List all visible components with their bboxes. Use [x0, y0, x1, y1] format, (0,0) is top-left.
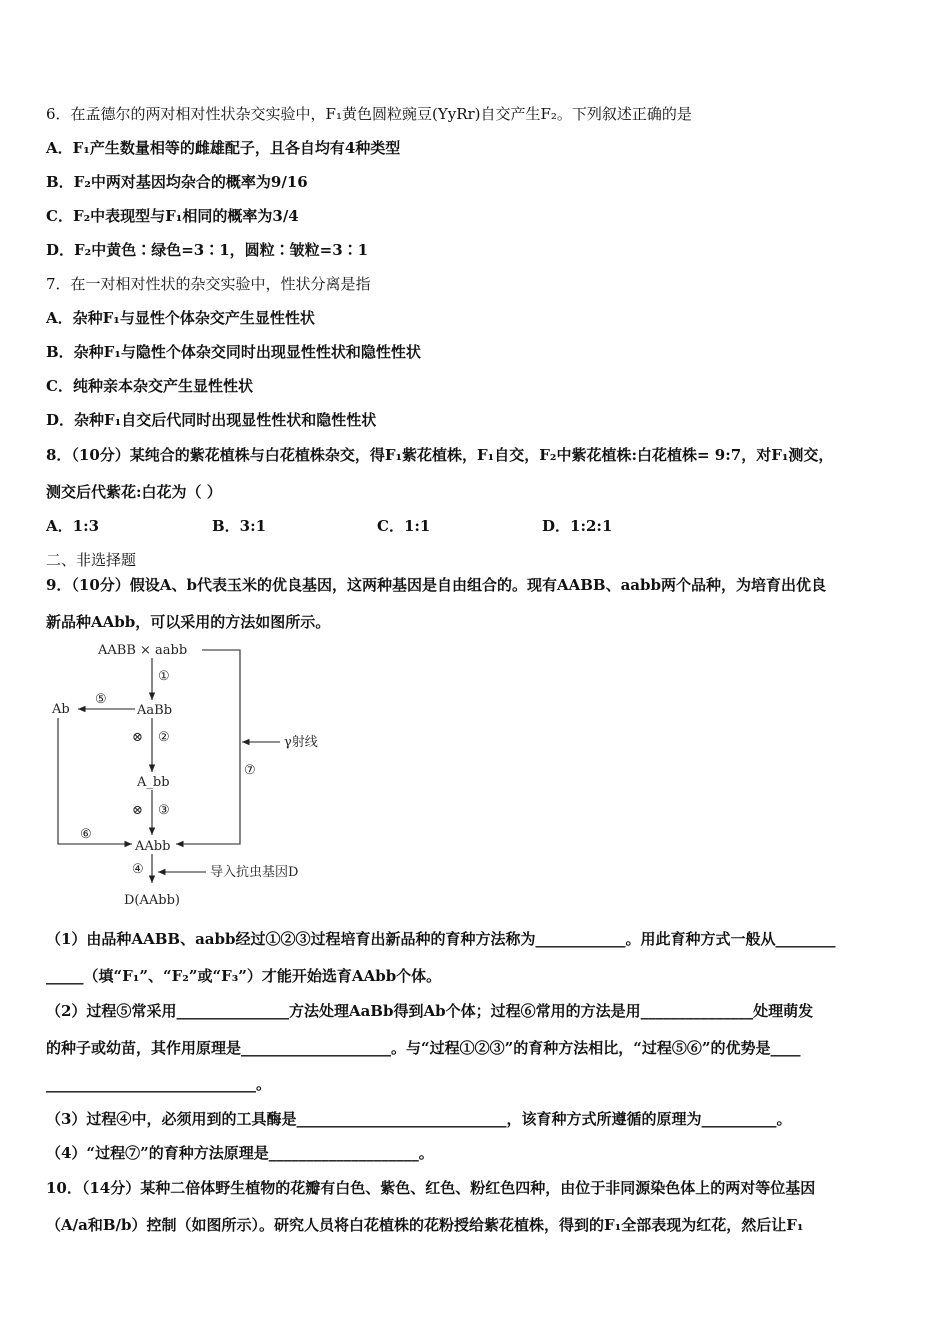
- q6-option-b[interactable]: B．F₂中两对基因均杂合的概率为9/16: [46, 173, 308, 191]
- q8-option-b[interactable]: B．3:1: [212, 517, 267, 535]
- q9-part2-line3: ____________________________。: [46, 1075, 272, 1093]
- breeding-diagram: [40, 638, 340, 910]
- q8-stem-line2: 测交后代紫花:白花为（ ）: [46, 483, 222, 501]
- section-heading: 二、非选择题: [46, 551, 137, 569]
- diagram-step-7: ⑦: [244, 763, 256, 778]
- q9-part1-line1: （1）由品种AABB、aabb经过①②③过程培育出新品种的育种方法称为____________。用此育种方式一般从________: [46, 930, 836, 948]
- q7-option-c[interactable]: C．纯种亲本杂交产生显性性状: [46, 377, 253, 395]
- q8-stem-line1: 8．（10分）某纯合的紫花植株与白花植株杂交，得F₁紫花植株，F₁自交，F₂中紫花植株:白花植株= 9:7，对F₁测交，: [46, 446, 834, 464]
- q8-option-c[interactable]: C．1:1: [377, 517, 431, 535]
- q8-option-a[interactable]: A．1:3: [46, 517, 100, 535]
- diagram-ab: Ab: [52, 702, 70, 717]
- q9-part1-line2: _____（填“F₁”、“F₂”或“F₃”）才能开始选育AAbb个体。: [46, 967, 442, 985]
- diagram-gamma-ray: γ射线: [284, 735, 318, 750]
- diagram-aabb-f1: AaBb: [137, 703, 173, 718]
- q10-stem-line2: （A/a和B/b）控制（如图所示）。研究人员将白花植株的花粉授给紫花植株，得到的F₁全部表现为红花，然后让F₁: [46, 1216, 804, 1234]
- diagram-step-3: ③: [158, 803, 170, 818]
- diagram-d-aabb: D(AAbb): [124, 893, 180, 908]
- q6-option-a[interactable]: A．F₁产生数量相等的雌雄配子，且各自均有4种类型: [46, 139, 401, 157]
- q9-stem-line1: 9．（10分）假设A、b代表玉米的优良基因，这两种基因是自由组合的。现有AABB、aabb两个品种，为培育出优良: [46, 576, 826, 594]
- q6-option-d[interactable]: D．F₂中黄色∶绿色=3∶1，圆粒∶皱粒=3∶1: [46, 241, 369, 259]
- q9-part2-line1: （2）过程⑤常采用_______________方法处理AaBb得到Ab个体；过程⑥常用的方法是用_______________处理萌发: [46, 1002, 814, 1020]
- diagram-step-2: ②: [158, 730, 170, 745]
- diagram-insert-gene: 导入抗虫基因D: [210, 865, 299, 880]
- diagram-step-4: ④: [132, 862, 144, 877]
- diagram-a-bb: A_bb: [137, 775, 170, 790]
- q8-option-d[interactable]: D．1:2:1: [542, 517, 613, 535]
- q9-stem-line2: 新品种AAbb，可以采用的方法如图所示。: [46, 613, 331, 631]
- q6-stem: 6．在孟德尔的两对相对性状杂交实验中，F₁黄色圆粒豌豆(YyRr)自交产生F₂。下列叙述正确的是: [46, 105, 692, 123]
- diagram-self-1: ⊗: [132, 730, 143, 745]
- diagram-step-1: ①: [158, 669, 170, 684]
- q7-option-d[interactable]: D．杂种F₁自交后代同时出现显性性状和隐性性状: [46, 411, 377, 429]
- q7-option-b[interactable]: B．杂种F₁与隐性个体杂交同时出现显性性状和隐性性状: [46, 343, 421, 361]
- q10-stem-line1: 10．（14分）某种二倍体野生植物的花瓣有白色、紫色、红色、粉红色四种，由位于非同源染色体上的两对等位基因: [46, 1179, 816, 1197]
- q7-option-a[interactable]: A．杂种F₁与显性个体杂交产生显性性状: [46, 309, 315, 327]
- q9-part3: （3）过程④中，必须用到的工具酶是____________________________，该育种方式所遵循的原理为__________。: [46, 1110, 792, 1128]
- q9-part4: （4）“过程⑦”的育种方法原理是____________________。: [46, 1144, 434, 1162]
- diagram-step-6: ⑥: [80, 827, 92, 842]
- q6-option-c[interactable]: C．F₂中表现型与F₁相同的概率为3/4: [46, 207, 299, 225]
- q9-part2-line2: 的种子或幼苗，其作用原理是____________________。与“过程①②③”的育种方法相比，“过程⑤⑥”的优势是____: [46, 1039, 801, 1057]
- diagram-parents: AABB × aabb: [98, 643, 188, 658]
- q7-stem: 7．在一对相对性状的杂交实验中，性状分离是指: [46, 275, 371, 293]
- diagram-self-2: ⊗: [132, 803, 143, 818]
- diagram-aabb-target: AAbb: [135, 839, 171, 854]
- diagram-step-5: ⑤: [95, 692, 107, 707]
